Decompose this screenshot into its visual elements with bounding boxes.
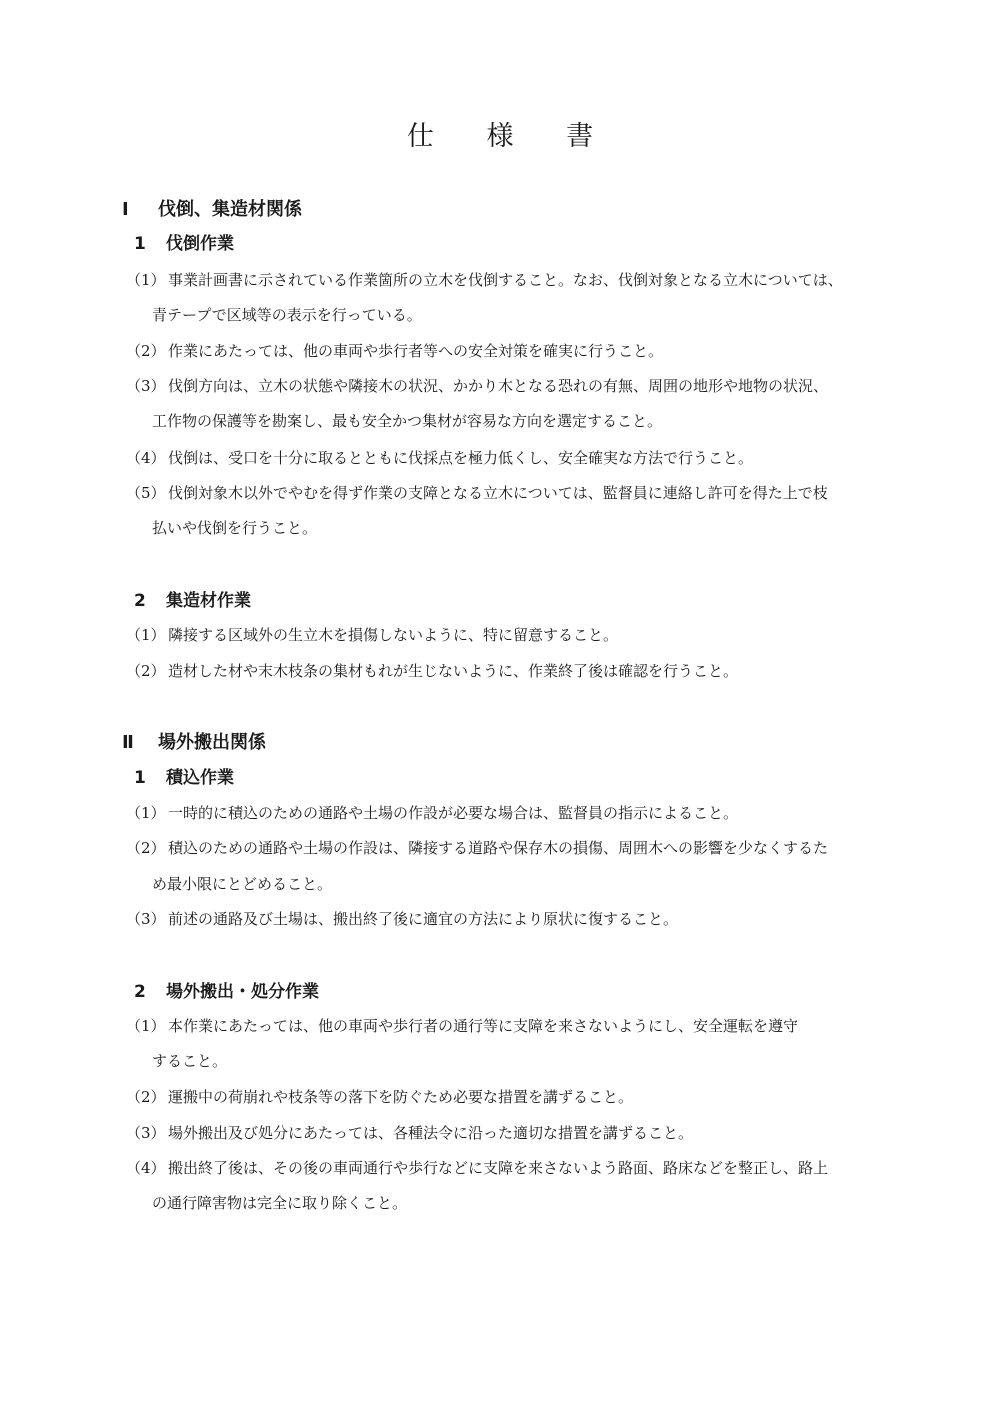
list-item bbox=[126, 836, 828, 860]
item-text: 運搬中の荷崩れや枝条等の落下を防ぐため必要な措置を講ずること。 bbox=[168, 1088, 634, 1106]
list-item bbox=[126, 623, 618, 647]
page-title: 仕 様 書 bbox=[406, 121, 616, 152]
item-marker: （2） bbox=[126, 1088, 166, 1106]
item-text: 搬出終了後は、その後の車両通行や歩行などに支障を来さないよう路面、路床などを整正し、路上 bbox=[168, 1159, 829, 1177]
item-continuation: すること。 bbox=[152, 1052, 228, 1070]
item-text: 造材した材や末木枝条の集材もれが生じないように、作業終了後は確認を行うこと。 bbox=[168, 662, 739, 680]
item-text: 一時的に積込のための通路や土場の作設が必要な場合は、監督員の指示によること。 bbox=[168, 804, 739, 822]
item-text: 前述の通路及び土場は、搬出終了後に適宜の方法により原状に復すること。 bbox=[168, 910, 679, 928]
section-title: 集造材作業 bbox=[166, 591, 251, 611]
item-text: 伐倒対象木以外でやむを得ず作業の支障となる立木については、監督員に連絡し許可を得た上で枝 bbox=[168, 484, 828, 502]
section-number: 1 bbox=[134, 768, 146, 788]
item-marker: （3） bbox=[126, 1124, 166, 1142]
list-item bbox=[126, 1156, 828, 1180]
list-item bbox=[126, 339, 663, 363]
item-marker: （4） bbox=[126, 1159, 166, 1177]
item-marker: （3） bbox=[126, 377, 166, 395]
item-continuation: 工作物の保護等を勘案し、最も安全かつ集材が容易な方向を選定すること。 bbox=[152, 412, 663, 430]
section-heading-1-1 bbox=[134, 231, 234, 257]
list-item bbox=[126, 1014, 798, 1038]
section-number: 2 bbox=[134, 982, 146, 1002]
item-text: 作業にあたっては、他の車両や歩行者等への安全対策を確実に行うこと。 bbox=[168, 342, 664, 360]
item-text: 場外搬出及び処分にあたっては、各種法令に沿った適切な措置を講ずること。 bbox=[168, 1124, 694, 1142]
list-item bbox=[126, 907, 678, 931]
item-marker: （3） bbox=[126, 910, 166, 928]
item-marker: （1） bbox=[126, 626, 166, 644]
item-text: 隣接する区域外の生立木を損傷しないように、特に留意すること。 bbox=[168, 626, 619, 644]
item-marker: （2） bbox=[126, 662, 166, 680]
chapter-title: 場外搬出関係 bbox=[158, 732, 266, 753]
item-marker: （5） bbox=[126, 484, 166, 502]
item-text: 伐倒方向は、立木の状態や隣接木の状況、かかり木となる恐れの有無、周囲の地形や地物の状況、 bbox=[168, 377, 829, 395]
item-text: 伐倒は、受口を十分に取るとともに伐採点を極力低くし、安全確実な方法で行うこと。 bbox=[168, 449, 754, 467]
list-item bbox=[126, 374, 828, 398]
item-marker: （2） bbox=[126, 342, 166, 360]
item-marker: （1） bbox=[126, 1017, 166, 1035]
item-marker: （2） bbox=[126, 839, 166, 857]
list-item bbox=[126, 446, 753, 470]
chapter-title: 伐倒、集造材関係 bbox=[158, 199, 302, 220]
list-item bbox=[126, 481, 828, 505]
item-text: 積込のための通路や土場の作設は、隣接する道路や保存木の損傷、周囲木への影響を少なくするた bbox=[168, 839, 829, 857]
item-marker: （4） bbox=[126, 449, 166, 467]
item-continuation: 払いや伐倒を行うこと。 bbox=[152, 519, 318, 537]
item-marker: （1） bbox=[126, 271, 166, 289]
section-title: 伐倒作業 bbox=[166, 234, 234, 254]
chapter-number: Ⅱ bbox=[122, 732, 134, 753]
chapter-heading-2 bbox=[122, 730, 266, 756]
chapter-number: Ⅰ bbox=[122, 199, 129, 220]
chapter-heading-1 bbox=[122, 197, 302, 223]
item-continuation: の通行障害物は完全に取り除くこと。 bbox=[152, 1194, 408, 1212]
section-number: 1 bbox=[134, 234, 146, 254]
section-heading-2-2 bbox=[134, 979, 319, 1005]
item-text: 本作業にあたっては、他の車両や歩行者の通行等に支障を来さないようにし、安全運転を遵守 bbox=[168, 1017, 799, 1035]
item-marker: （1） bbox=[126, 804, 166, 822]
section-title: 場外搬出・処分作業 bbox=[166, 982, 319, 1002]
item-text: 事業計画書に示されている作業箇所の立木を伐倒すること。なお、伐倒対象となる立木については、 bbox=[168, 271, 843, 289]
item-continuation: 青テープで区域等の表示を行っている。 bbox=[152, 306, 422, 324]
section-heading-1-2 bbox=[134, 588, 251, 614]
list-item bbox=[126, 1085, 633, 1109]
section-number: 2 bbox=[134, 591, 146, 611]
section-heading-2-1 bbox=[134, 765, 234, 791]
section-title: 積込作業 bbox=[166, 768, 234, 788]
list-item bbox=[126, 801, 738, 825]
item-continuation: め最小限にとどめること。 bbox=[152, 875, 333, 893]
list-item bbox=[126, 268, 843, 292]
list-item bbox=[126, 659, 738, 683]
list-item bbox=[126, 1121, 693, 1145]
